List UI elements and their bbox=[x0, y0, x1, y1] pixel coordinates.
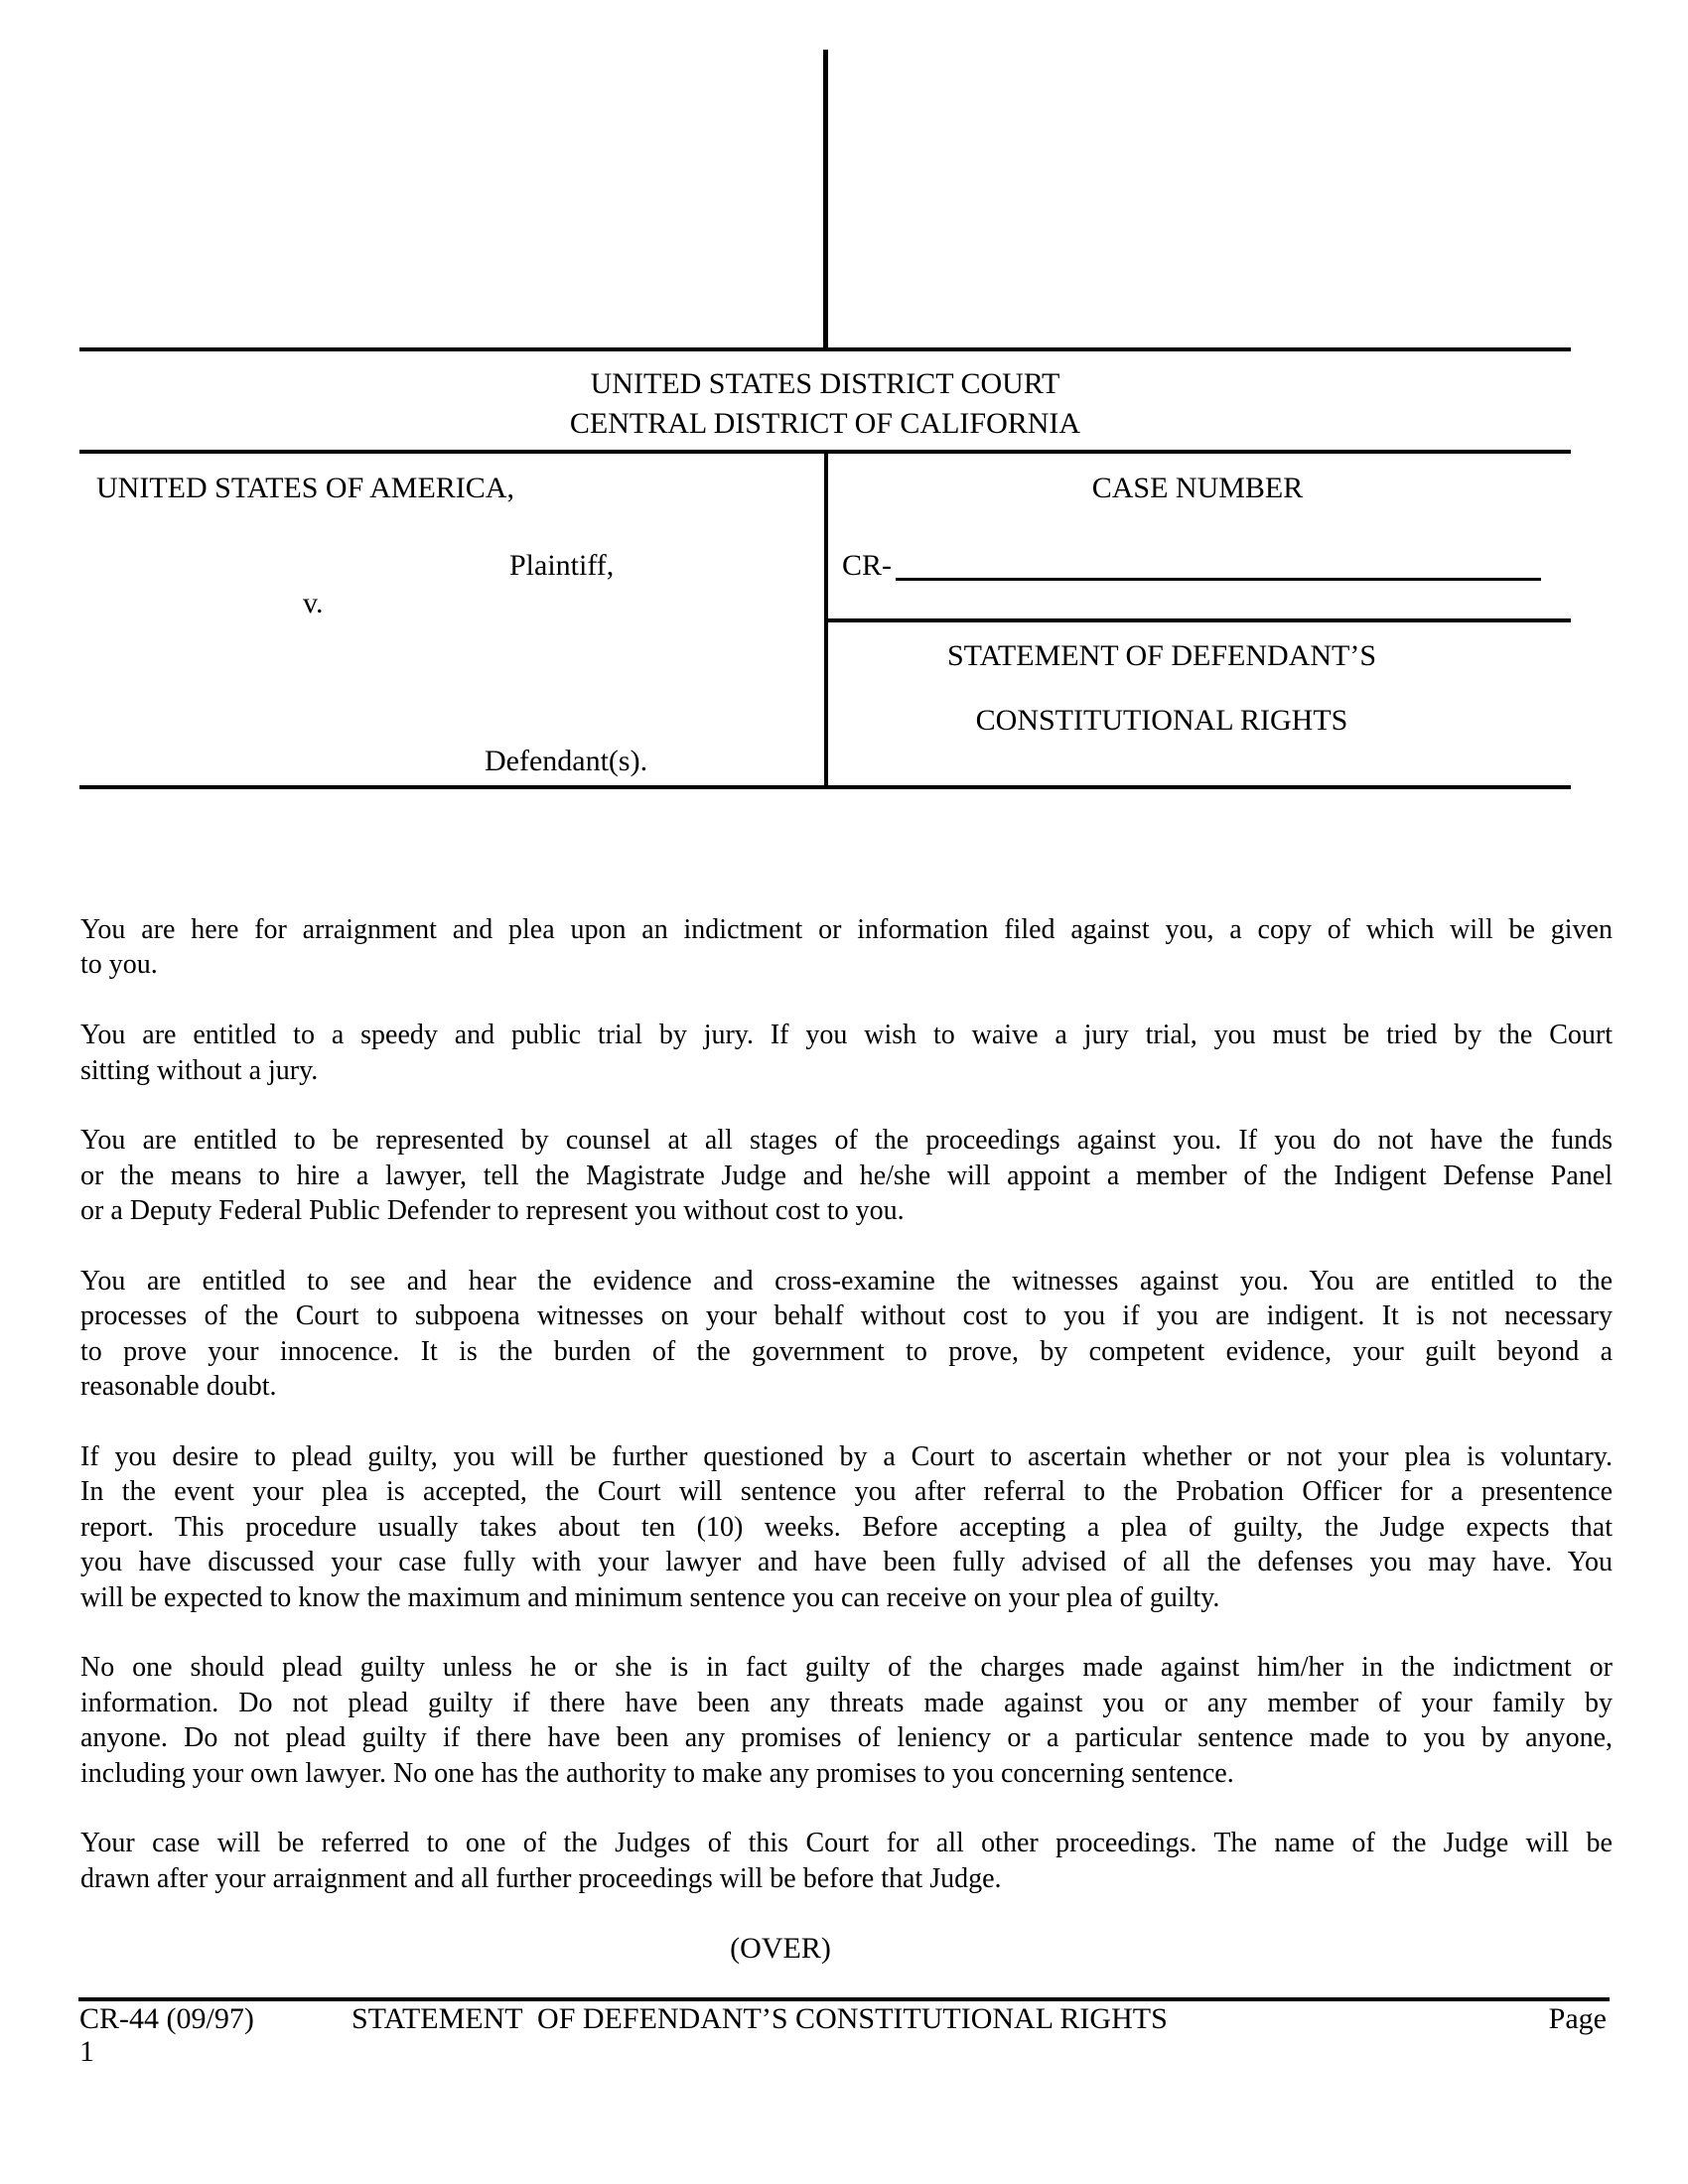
defendant-label: Defendant(s). bbox=[485, 745, 648, 777]
body-paragraph-line: or the means to hire a lawyer, tell the Magistrate Judge and he/she will appoint a member of the Indigent Defense Panel bbox=[80, 1160, 1613, 1191]
body-paragraph-line: to prove your innocence. It is the burden of the government to prove, by competent evidence, your guilt beyond a bbox=[80, 1335, 1613, 1367]
footer-page-number: 1 bbox=[79, 2035, 94, 2068]
body-paragraph bbox=[80, 1264, 1613, 1405]
footer-page-label: Page bbox=[1548, 2002, 1607, 2035]
body-paragraph-line: drawn after your arraignment and all further proceedings will be before that Judge. bbox=[80, 1862, 1002, 1894]
rights-statement-body bbox=[80, 912, 1613, 1932]
body-paragraph-line: In the event your plea is accepted, the Court will sentence you after referral to the Probation Officer for a presentence bbox=[80, 1476, 1613, 1508]
body-paragraph-line: processes of the Court to subpoena witnesses on your behalf without cost to you if you are indigent. It is not necessary bbox=[80, 1300, 1613, 1332]
body-paragraph-line: including your own lawyer. No one has the authority to make any promises to you concerning sentence. bbox=[80, 1757, 1234, 1789]
body-paragraph bbox=[80, 1650, 1613, 1791]
body-paragraph-line: will be expected to know the maximum and minimum sentence you can receive on your plea of guilty. bbox=[80, 1581, 1220, 1613]
body-paragraph bbox=[80, 1826, 1613, 1896]
body-paragraph-line: reasonable doubt. bbox=[80, 1371, 277, 1403]
body-paragraph-line: You are entitled to be represented by counsel at all stages of the proceedings against you. If you do not have the funds bbox=[80, 1125, 1613, 1157]
top-vertical-divider bbox=[823, 50, 828, 350]
case-number-prefix: CR- bbox=[842, 549, 893, 582]
body-paragraph-line: You are entitled to see and hear the evidence and cross-examine the witnesses against you. You are entitled to the bbox=[80, 1266, 1613, 1297]
document-title-line-1: STATEMENT OF DEFENDANT’S bbox=[946, 639, 1377, 672]
case-number-divider-rule bbox=[826, 618, 1571, 622]
body-paragraph bbox=[80, 1018, 1613, 1088]
versus-label: v. bbox=[303, 587, 324, 619]
footer-form-code: CR-44 (09/97) bbox=[79, 2002, 254, 2035]
body-paragraph bbox=[80, 1123, 1613, 1228]
body-paragraph bbox=[80, 912, 1613, 983]
plaintiff-party: UNITED STATES OF AMERICA, bbox=[96, 472, 514, 504]
body-paragraph-line: Your case will be referred to one of the Judges of this Court for all other proceedings. The name of the Judge will be bbox=[80, 1828, 1613, 1859]
plaintiff-label: Plaintiff, bbox=[509, 549, 615, 582]
body-paragraph-line: You are entitled to a speedy and public trial by jury. If you wish to waive a jury trial, you must be tried by the Court bbox=[80, 1020, 1613, 1051]
body-paragraph-line: If you desire to plead guilty, you will be further questioned by a Court to ascertain whether or not your plea is voluntary. bbox=[80, 1441, 1613, 1473]
body-paragraph-line: to you. bbox=[80, 949, 158, 981]
court-name-line-1: UNITED STATES DISTRICT COURT bbox=[590, 367, 1060, 400]
case-number-field[interactable] bbox=[896, 544, 1541, 581]
body-paragraph-line: you have discussed your case fully with your lawyer and have been fully advised of all the defenses you may have. You bbox=[80, 1547, 1613, 1578]
court-name-line-2: CENTRAL DISTRICT OF CALIFORNIA bbox=[569, 407, 1081, 440]
body-paragraph-line: or a Deputy Federal Public Defender to represent you without cost to you. bbox=[80, 1195, 905, 1227]
body-paragraph bbox=[80, 1439, 1613, 1615]
document-title-line-2: CONSTITUTIONAL RIGHTS bbox=[975, 704, 1348, 737]
over-label: (OVER) bbox=[730, 1932, 831, 1965]
case-number-heading: CASE NUMBER bbox=[1091, 472, 1304, 504]
body-paragraph-line: No one should plead guilty unless he or she is in fact guilty of the charges made against him/her in the indictment or bbox=[80, 1652, 1613, 1684]
footer-title: STATEMENT OF DEFENDANT’S CONSTITUTIONAL RIGHTS bbox=[352, 2002, 1168, 2035]
footer-rule bbox=[78, 1997, 1610, 2001]
body-paragraph-line: You are here for arraignment and plea upon an indictment or information filed against you, a copy of which will be given bbox=[80, 914, 1613, 945]
header-top-rule bbox=[79, 347, 1571, 351]
body-paragraph-line: report. This procedure usually takes about ten (10) weeks. Before accepting a plea of guilty, the Judge expects that bbox=[80, 1511, 1613, 1543]
body-paragraph-line: sitting without a jury. bbox=[80, 1054, 319, 1086]
caption-bottom-rule bbox=[79, 785, 1571, 789]
body-paragraph-line: anyone. Do not plead guilty if there have been any promises of leniency or a particular sentence made to you by anyone, bbox=[80, 1722, 1613, 1754]
case-number-value bbox=[896, 544, 902, 577]
body-paragraph-line: information. Do not plead guilty if there have been any threats made against you or any member of your family by bbox=[80, 1687, 1613, 1718]
